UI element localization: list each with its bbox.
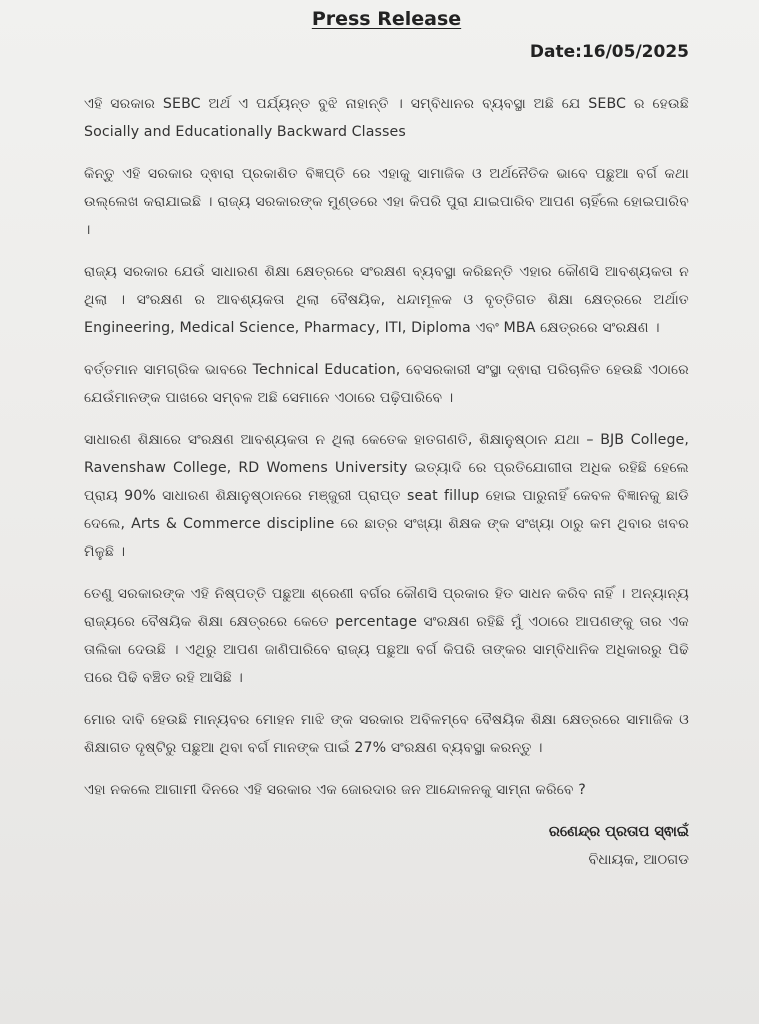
paragraph-8: ଏହା ନକଲେ ଆଗାମୀ ଦିନରେ ଏହି ସରକାର ଏକ ଜୋରଦାର ଜନ ଆନ୍ଦୋଳନକୁ ସାମ୍ନା କରିବେ ? bbox=[84, 782, 586, 798]
release-date: Date:16/05/2025 bbox=[529, 42, 689, 62]
paragraph-7: ମୋର ଦାବି ହେଉଛି ମାନ୍ୟବର ମୋହନ ମାଝି ଙ୍କ ସରକାର ଅବିଳମ୍ବେ ବୈଷୟିକ ଶିକ୍ଷା କ୍ଷେତ୍ରରେ ସାମାଜିକ ଓ ଶିକ୍ଷାଗତ ଦୃଷ୍ଟିରୁ ପଛୁଆ ଥିବା ବର୍ଗ ମାନଙ୍କ ପାଇଁ 27% ସଂରକ୍ଷଣ ବ୍ୟବସ୍ଥା କରନ୍ତୁ । bbox=[84, 712, 689, 756]
paragraph-3: ରାଜ୍ୟ ସରକାର ଯେଉଁ ସାଧାରଣ ଶିକ୍ଷା କ୍ଷେତ୍ରରେ ସଂରକ୍ଷଣ ବ୍ୟବସ୍ଥା କରିଛନ୍ତି ଏହାର କୌଣସି ଆବଶ୍ୟକତା ନ ଥିଲା । ସଂରକ୍ଷଣ ର ଆବଶ୍ୟକତା ଥିଲା ବୈଷୟିକ, ଧନ୍ଦାମୂଳକ ଓ ବୃତ୍ତିଗତ ଶିକ୍ଷା କ୍ଷେତ୍ରରେ ଅର୍ଥାତ Engineering, Medical Science, Pharmacy, ITI, Diploma ଏବଂ MBA କ୍ଷେତ୍ରରେ ସଂରକ୍ଷଣ । bbox=[84, 264, 689, 336]
paragraph-2: କିନ୍ତୁ ଏହି ସରକାର ଦ୍ଵାରା ପ୍ରକାଶିତ ବିଜ୍ଞପ୍ତି ରେ ଏହାକୁ ସାମାଜିକ ଓ ଅର୍ଥନୈତିକ ଭାବେ ପଛୁଆ ବର୍ଗ କଥା ଉଲ୍ଲେଖ କରାଯାଇଛି । ରାଜ୍ୟ ସରକାରଙ୍କ ମୁଣ୍ଡରେ ଏହା କିପରି ପୁରା ଯାଇପାରିବ ଆପଣ ଚାହିଁଲେ ହୋଇପାରିବ । bbox=[84, 166, 689, 238]
signature-block bbox=[84, 818, 689, 874]
document-title: Press Release bbox=[311, 8, 462, 30]
paragraph-1: ଏହି ସରକାର SEBC ଅର୍ଥ ଏ ପର୍ଯ୍ୟନ୍ତ ବୁଝି ନାହାନ୍ତି । ସମ୍ବିଧାନର ବ୍ୟବସ୍ଥା ଅଛି ଯେ SEBC ର ହେଉଛି Socially and Educationally Backward Classes bbox=[84, 96, 689, 140]
paragraph-6: ତେଣୁ ସରକାରଙ୍କ ଏହି ନିଷ୍ପତ୍ତି ପଛୁଆ ଶ୍ରେଣୀ ବର୍ଗର କୌଣସି ପ୍ରକାର ହିତ ସାଧନ କରିବ ନାହିଁ । ଅନ୍ୟାନ୍ୟ ରାଜ୍ୟରେ ବୈଷୟିକ ଶିକ୍ଷା କ୍ଷେତ୍ରରେ କେତେ percentage ସଂରକ୍ଷଣ ରହିଛି ମୁଁ ଏଠାରେ ଆପଣଙ୍କୁ ତାର ଏକ ତାଲିକା ଦେଉଛି । ଏଥିରୁ ଆପଣ ଜାଣିପାରିବେ ରାଜ୍ୟ ପଛୁଆ ବର୍ଗ କିପରି ତାଙ୍କର ସାମ୍ବିଧାନିକ ଅଧିକାରରୁ ପିଢି ପରେ ପିଢି ବଞ୍ଚିତ ରହି ଆସିଛି । bbox=[84, 586, 689, 686]
paragraph-5: ସାଧାରଣ ଶିକ୍ଷାରେ ସଂରକ୍ଷଣ ଆବଶ୍ୟକତା ନ ଥିଲା କେତେକ ହାତଗଣତି, ଶିକ୍ଷାନୁଷ୍ଠାନ ଯଥା – BJB College, Ravenshaw College, RD Womens University ଇତ୍ୟାଦି ରେ ପ୍ରତିଯୋଗୀତା ଅଧିକ ରହିଛି ହେଲେ ପ୍ରାୟ 90% ସାଧାରଣ ଶିକ୍ଷାନୁଷ୍ଠାନରେ ମଞ୍ଜୁରୀ ପ୍ରାପ୍ତ seat fillup ହୋଇ ପାରୁନାହିଁ କେବଳ ବିଜ୍ଞାନକୁ ଛାଡି ଦେଲେ, Arts & Commerce discipline ରେ ଛାତ୍ର ସଂଖ୍ୟା ଶିକ୍ଷକ ଙ୍କ ସଂଖ୍ୟା ଠାରୁ କମ ଥିବାର ଖବର ମିଳୁଛି । bbox=[84, 432, 689, 560]
signatory-designation: ବିଧାୟକ, ଆଠଗଡ bbox=[588, 852, 689, 868]
paragraph-4: ବର୍ତ୍ତମାନ ସାମଗ୍ରିକ ଭାବରେ Technical Education, ବେସରକାରୀ ସଂସ୍ଥା ଦ୍ଵାରା ପରିଚାଳିତ ହେଉଛି ଏଠାରେ ଯେଉଁମାନଙ୍କ ପାଖରେ ସମ୍ବଳ ଅଛି ସେମାନେ ଏଠାରେ ପଢ଼ିପାରିବେ । bbox=[84, 362, 689, 406]
signatory-name: ରଣେନ୍ଦ୍ର ପ୍ରତାପ ସ୍ଵାଇଁ bbox=[548, 824, 689, 840]
